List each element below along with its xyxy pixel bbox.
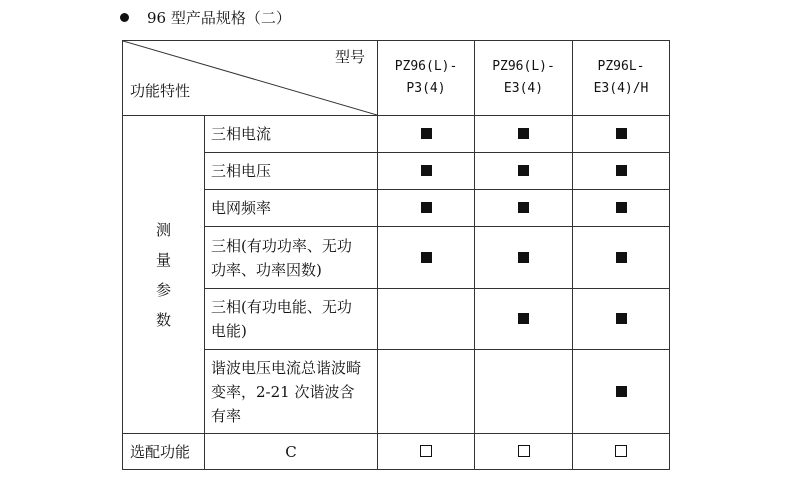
bullet-icon: [120, 13, 129, 22]
filled-square-icon: [616, 313, 627, 324]
feature-label-line: 电网频率: [211, 199, 272, 217]
filled-square-icon: [518, 165, 529, 176]
table-row: [123, 190, 670, 227]
feature-label-line: 三相电压: [211, 162, 272, 180]
model-header-label: 型号: [334, 48, 365, 66]
feature-label-cell: [205, 153, 378, 190]
feature-label-cell: [205, 227, 378, 289]
support-cell: [573, 350, 670, 434]
support-cell: [475, 190, 573, 227]
feature-label-line: 三相电流: [211, 125, 272, 143]
empty-square-icon: [518, 445, 530, 457]
model-name-line: PZ96(L)-: [394, 59, 458, 74]
feature-label-cell: [205, 116, 378, 153]
feature-label-cell: [205, 289, 378, 350]
filled-square-icon: [616, 165, 627, 176]
filled-square-icon: [421, 202, 432, 213]
feature-label-line: 变率，2-21 次谐波含: [211, 382, 355, 401]
table-row: [123, 227, 670, 289]
option-code-cell: C: [205, 434, 378, 470]
table-row: [123, 116, 670, 153]
filled-square-icon: [421, 128, 432, 139]
filled-square-icon: [616, 252, 627, 263]
option-cell: [475, 434, 573, 470]
filled-square-icon: [518, 313, 529, 324]
feature-label-line: 三相(有功功率、无功: [211, 236, 352, 255]
model-name-line: PZ96(L)-: [492, 59, 555, 74]
support-cell: [378, 289, 475, 350]
feature-label-line: 三相(有功电能、无功: [211, 298, 352, 316]
support-cell: [475, 350, 573, 434]
support-cell: [573, 190, 670, 227]
support-cell: [378, 350, 475, 434]
spec-table: [122, 40, 670, 470]
section-heading: [120, 6, 291, 28]
empty-square-icon: [615, 445, 627, 457]
support-cell: [573, 289, 670, 350]
filled-square-icon: [518, 128, 529, 139]
filled-square-icon: [616, 202, 627, 213]
support-cell: [475, 116, 573, 153]
filled-square-icon: [616, 128, 627, 139]
model-name-line: PZ96L-: [597, 59, 645, 74]
group-label-char: 测: [155, 220, 171, 239]
support-cell: [573, 227, 670, 289]
model-name-line: E3(4)/H: [593, 81, 649, 96]
option-label-cell: 选配功能: [123, 434, 205, 470]
feature-label-line: 电能): [211, 322, 247, 340]
diagonal-header-cell: [123, 41, 378, 116]
model-column-header: [573, 41, 670, 116]
model-column-header: [378, 41, 475, 116]
function-header-label: 功能特性: [130, 82, 191, 100]
table-row: [123, 153, 670, 190]
table-row: [123, 289, 670, 350]
support-cell: [378, 153, 475, 190]
option-cell: [378, 434, 475, 470]
support-cell: [378, 116, 475, 153]
measurement-group-cell: [123, 116, 205, 434]
support-cell: [475, 289, 573, 350]
feature-label-line: 谐波电压电流总谐波畸: [211, 358, 362, 377]
empty-square-icon: [420, 445, 432, 457]
support-cell: [475, 153, 573, 190]
option-cell: [573, 434, 670, 470]
model-name-line: P3(4): [406, 81, 446, 96]
support-cell: [378, 190, 475, 227]
option-row: [123, 434, 670, 470]
model-column-header: [475, 41, 573, 116]
feature-label-cell: [205, 190, 378, 227]
feature-label-cell: [205, 350, 378, 434]
feature-label-line: 有率: [211, 406, 242, 425]
filled-square-icon: [518, 252, 529, 263]
group-label-char: 参: [155, 280, 171, 299]
support-cell: [475, 227, 573, 289]
filled-square-icon: [421, 165, 432, 176]
table-header-row: [123, 41, 670, 116]
support-cell: [573, 116, 670, 153]
model-name-line: E3(4): [503, 81, 544, 96]
group-label-char: 量: [155, 250, 171, 269]
group-label-char: 数: [155, 310, 171, 329]
feature-label-line: 功率、功率因数): [211, 260, 322, 279]
filled-square-icon: [616, 386, 627, 397]
support-cell: [378, 227, 475, 289]
heading-text: 96 型产品规格（二）: [147, 8, 291, 27]
support-cell: [573, 153, 670, 190]
table-row: [123, 350, 670, 434]
filled-square-icon: [421, 252, 432, 263]
filled-square-icon: [518, 202, 529, 213]
